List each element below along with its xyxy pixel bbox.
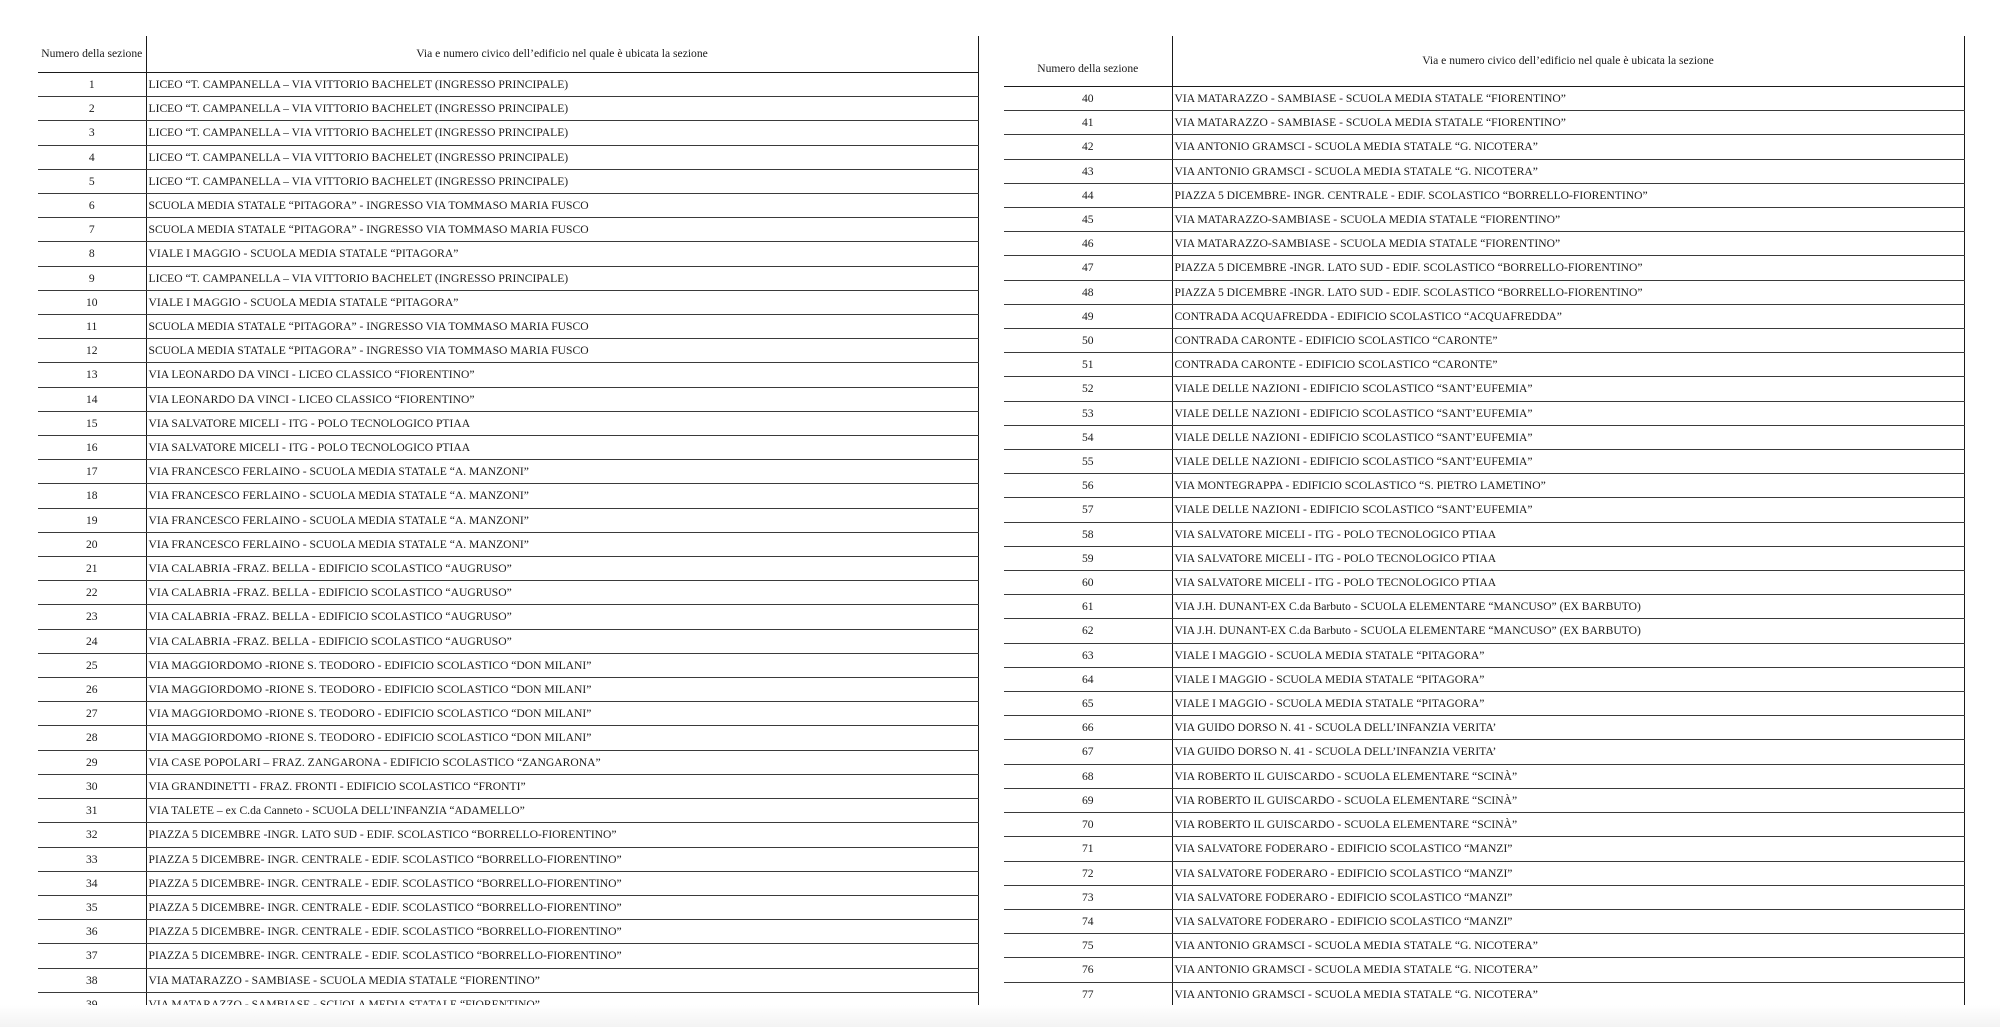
address-cell: VIA FRANCESCO FERLAINO - SCUOLA MEDIA STATALE “A. MANZONI” [146, 508, 978, 532]
table-row [38, 581, 978, 605]
section-number-cell: 74 [1004, 909, 1172, 933]
section-number-cell: 41 [1004, 111, 1172, 135]
section-number-cell: 11 [38, 315, 146, 339]
table-row [1004, 595, 1964, 619]
address-cell: VIA SALVATORE MICELI - ITG - POLO TECNOLOGICO PTIAA [146, 411, 978, 435]
left-sections-table [38, 36, 979, 1017]
section-number-header: Numero della sezione [38, 36, 146, 73]
table-row [38, 799, 978, 823]
table-row [38, 726, 978, 750]
section-number-cell: 44 [1004, 183, 1172, 207]
section-number-cell: 20 [38, 532, 146, 556]
address-cell: VIA GUIDO DORSO N. 41 - SCUOLA DELL’INFANZIA VERITA’ [1172, 740, 1964, 764]
section-number-cell: 63 [1004, 643, 1172, 667]
address-cell: VIA SALVATORE FODERARO - EDIFICIO SCOLASTICO “MANZI” [1172, 885, 1964, 909]
address-cell: CONTRADA ACQUAFREDDA - EDIFICIO SCOLASTICO “ACQUAFREDDA” [1172, 304, 1964, 328]
section-number-cell: 2 [38, 97, 146, 121]
address-cell: VIA J.H. DUNANT-EX C.da Barbuto - SCUOLA ELEMENTARE “MANCUSO” (EX BARBUTO) [1172, 595, 1964, 619]
table-row [38, 73, 978, 97]
table-row [38, 944, 978, 968]
section-number-cell: 8 [38, 242, 146, 266]
address-cell: LICEO “T. CAMPANELLA – VIA VITTORIO BACHELET (INGRESSO PRINCIPALE) [146, 121, 978, 145]
address-cell: PIAZZA 5 DICEMBRE -INGR. LATO SUD - EDIF. SCOLASTICO “BORRELLO-FIORENTINO” [1172, 256, 1964, 280]
section-number-cell: 7 [38, 218, 146, 242]
table-row [1004, 667, 1964, 691]
table-row [38, 508, 978, 532]
address-cell: VIA SALVATORE FODERARO - EDIFICIO SCOLASTICO “MANZI” [1172, 861, 1964, 885]
section-number-cell: 66 [1004, 716, 1172, 740]
section-number-cell: 12 [38, 339, 146, 363]
section-number-cell: 45 [1004, 208, 1172, 232]
table-row [1004, 958, 1964, 982]
table-row [1004, 208, 1964, 232]
table-row [1004, 135, 1964, 159]
address-cell: PIAZZA 5 DICEMBRE- INGR. CENTRALE - EDIF. SCOLASTICO “BORRELLO-FIORENTINO” [146, 847, 978, 871]
section-number-cell: 71 [1004, 837, 1172, 861]
section-number-cell: 65 [1004, 692, 1172, 716]
table-row [1004, 740, 1964, 764]
address-cell: VIA MATARAZZO-SAMBIASE - SCUOLA MEDIA STATALE “FIORENTINO” [1172, 232, 1964, 256]
address-cell: VIA MATARAZZO - SAMBIASE - SCUOLA MEDIA STATALE “FIORENTINO” [146, 968, 978, 992]
table-row [1004, 788, 1964, 812]
table-row [1004, 450, 1964, 474]
address-cell: VIA MAGGIORDOMO -RIONE S. TEODORO - EDIFICIO SCOLASTICO “DON MILANI” [146, 702, 978, 726]
right-table-body [1004, 87, 1964, 1027]
address-cell: VIA LEONARDO DA VINCI - LICEO CLASSICO “FIORENTINO” [146, 387, 978, 411]
section-number-cell: 32 [38, 823, 146, 847]
address-cell: VIA GUIDO DORSO N. 41 - SCUOLA DELL’INFANZIA VERITA’ [1172, 716, 1964, 740]
address-cell: VIA ROBERTO IL GUISCARDO - SCUOLA ELEMENTARE “SCINÀ” [1172, 788, 1964, 812]
section-number-cell: 60 [1004, 571, 1172, 595]
address-cell: SCUOLA MEDIA STATALE “PITAGORA” - INGRESSO VIA TOMMASO MARIA FUSCO [146, 218, 978, 242]
table-row [38, 702, 978, 726]
address-cell: VIA CASE POPOLARI – FRAZ. ZANGARONA - EDIFICIO SCOLASTICO “ZANGARONA” [146, 750, 978, 774]
address-cell: VIA CALABRIA -FRAZ. BELLA - EDIFICIO SCOLASTICO “AUGRUSO” [146, 581, 978, 605]
section-number-cell: 64 [1004, 667, 1172, 691]
section-number-cell: 6 [38, 194, 146, 218]
address-cell: VIA FRANCESCO FERLAINO - SCUOLA MEDIA STATALE “A. MANZONI” [146, 460, 978, 484]
table-row [38, 363, 978, 387]
section-number-cell: 47 [1004, 256, 1172, 280]
table-row [1004, 861, 1964, 885]
table-row [38, 169, 978, 193]
address-cell: VIALE DELLE NAZIONI - EDIFICIO SCOLASTICO “SANT’EUFEMIA” [1172, 450, 1964, 474]
table-row [1004, 643, 1964, 667]
section-number-cell: 69 [1004, 788, 1172, 812]
address-cell: LICEO “T. CAMPANELLA – VIA VITTORIO BACHELET (INGRESSO PRINCIPALE) [146, 73, 978, 97]
section-number-cell: 56 [1004, 474, 1172, 498]
address-cell: PIAZZA 5 DICEMBRE- INGR. CENTRALE - EDIF. SCOLASTICO “BORRELLO-FIORENTINO” [146, 920, 978, 944]
address-cell: VIA ANTONIO GRAMSCI - SCUOLA MEDIA STATALE “G. NICOTERA” [1172, 135, 1964, 159]
table-row [1004, 522, 1964, 546]
table-row [38, 315, 978, 339]
address-cell: VIA SALVATORE MICELI - ITG - POLO TECNOLOGICO PTIAA [1172, 546, 1964, 570]
section-number-cell: 25 [38, 653, 146, 677]
address-cell: VIA ROBERTO IL GUISCARDO - SCUOLA ELEMENTARE “SCINÀ” [1172, 764, 1964, 788]
address-cell: VIA CALABRIA -FRAZ. BELLA - EDIFICIO SCOLASTICO “AUGRUSO” [146, 629, 978, 653]
address-cell: LICEO “T. CAMPANELLA – VIA VITTORIO BACHELET (INGRESSO PRINCIPALE) [146, 97, 978, 121]
section-number-cell: 50 [1004, 329, 1172, 353]
address-cell: VIALE DELLE NAZIONI - EDIFICIO SCOLASTICO “SANT’EUFEMIA” [1172, 401, 1964, 425]
table-row [1004, 280, 1964, 304]
address-cell: VIALE I MAGGIO - SCUOLA MEDIA STATALE “PITAGORA” [1172, 692, 1964, 716]
table-row [38, 629, 978, 653]
section-number-cell: 68 [1004, 764, 1172, 788]
section-number-cell: 24 [38, 629, 146, 653]
section-number-cell: 14 [38, 387, 146, 411]
section-number-cell: 9 [38, 266, 146, 290]
table-row [38, 121, 978, 145]
table-row [1004, 353, 1964, 377]
address-cell: VIA J.H. DUNANT-EX C.da Barbuto - SCUOLA ELEMENTARE “MANCUSO” (EX BARBUTO) [1172, 619, 1964, 643]
section-number-cell: 28 [38, 726, 146, 750]
table-row [1004, 256, 1964, 280]
left-table-body [38, 73, 978, 1017]
section-number-cell: 18 [38, 484, 146, 508]
section-number-cell: 53 [1004, 401, 1172, 425]
address-cell: VIA CALABRIA -FRAZ. BELLA - EDIFICIO SCOLASTICO “AUGRUSO” [146, 557, 978, 581]
section-number-cell: 33 [38, 847, 146, 871]
section-number-header: Numero della sezione [1004, 36, 1172, 87]
section-number-cell: 42 [1004, 135, 1172, 159]
table-row [1004, 401, 1964, 425]
address-cell: VIA TALETE – ex C.da Canneto - SCUOLA DELL’INFANZIA “ADAMELLO” [146, 799, 978, 823]
address-cell: SCUOLA MEDIA STATALE “PITAGORA” - INGRESSO VIA TOMMASO MARIA FUSCO [146, 194, 978, 218]
table-row [38, 484, 978, 508]
section-number-cell: 62 [1004, 619, 1172, 643]
table-row [38, 194, 978, 218]
table-row [1004, 87, 1964, 111]
address-cell: LICEO “T. CAMPANELLA – VIA VITTORIO BACHELET (INGRESSO PRINCIPALE) [146, 169, 978, 193]
table-row [1004, 474, 1964, 498]
address-cell: VIALE DELLE NAZIONI - EDIFICIO SCOLASTICO “SANT’EUFEMIA” [1172, 498, 1964, 522]
address-cell: VIALE DELLE NAZIONI - EDIFICIO SCOLASTICO “SANT’EUFEMIA” [1172, 377, 1964, 401]
table-row [1004, 498, 1964, 522]
table-row [38, 774, 978, 798]
address-cell: LICEO “T. CAMPANELLA – VIA VITTORIO BACHELET (INGRESSO PRINCIPALE) [146, 266, 978, 290]
address-cell: VIA FRANCESCO FERLAINO - SCUOLA MEDIA STATALE “A. MANZONI” [146, 532, 978, 556]
table-row [38, 968, 978, 992]
section-number-cell: 37 [38, 944, 146, 968]
address-cell: SCUOLA MEDIA STATALE “PITAGORA” - INGRESSO VIA TOMMASO MARIA FUSCO [146, 315, 978, 339]
table-row [1004, 304, 1964, 328]
section-number-cell: 70 [1004, 813, 1172, 837]
section-number-cell: 23 [38, 605, 146, 629]
address-cell: PIAZZA 5 DICEMBRE -INGR. LATO SUD - EDIF. SCOLASTICO “BORRELLO-FIORENTINO” [1172, 280, 1964, 304]
table-row [1004, 982, 1964, 1006]
section-number-cell: 36 [38, 920, 146, 944]
address-cell: VIA MONTEGRAPPA - EDIFICIO SCOLASTICO “S. PIETRO LAMETINO” [1172, 474, 1964, 498]
table-row [38, 823, 978, 847]
section-number-cell: 75 [1004, 934, 1172, 958]
address-cell: VIA SALVATORE FODERARO - EDIFICIO SCOLASTICO “MANZI” [1172, 909, 1964, 933]
address-cell: VIA ANTONIO GRAMSCI - SCUOLA MEDIA STATALE “G. NICOTERA” [1172, 958, 1964, 982]
section-number-cell: 10 [38, 290, 146, 314]
section-number-cell: 51 [1004, 353, 1172, 377]
address-cell: LICEO “T. CAMPANELLA – VIA VITTORIO BACHELET (INGRESSO PRINCIPALE) [146, 145, 978, 169]
table-row [38, 145, 978, 169]
table-row [1004, 329, 1964, 353]
address-cell: VIA MATARAZZO - SAMBIASE - SCUOLA MEDIA STATALE “FIORENTINO” [1172, 111, 1964, 135]
address-header: Via e numero civico dell’edificio nel quale è ubicata la sezione [146, 36, 978, 73]
section-number-cell: 58 [1004, 522, 1172, 546]
section-number-cell: 52 [1004, 377, 1172, 401]
table-row [1004, 885, 1964, 909]
table-row [1004, 571, 1964, 595]
section-number-cell: 54 [1004, 425, 1172, 449]
section-number-cell: 15 [38, 411, 146, 435]
address-cell: VIA ROBERTO IL GUISCARDO - SCUOLA ELEMENTARE “SCINÀ” [1172, 813, 1964, 837]
address-cell: SCUOLA MEDIA STATALE “PITAGORA” - INGRESSO VIA TOMMASO MARIA FUSCO [146, 339, 978, 363]
address-cell: CONTRADA CARONTE - EDIFICIO SCOLASTICO “CARONTE” [1172, 353, 1964, 377]
table-row [38, 678, 978, 702]
section-number-cell: 38 [38, 968, 146, 992]
section-number-cell: 49 [1004, 304, 1172, 328]
section-number-cell: 59 [1004, 546, 1172, 570]
table-header-row [1004, 36, 1964, 87]
address-cell: VIA FRANCESCO FERLAINO - SCUOLA MEDIA STATALE “A. MANZONI” [146, 484, 978, 508]
right-sections-table [1004, 36, 1965, 1027]
table-row [1004, 692, 1964, 716]
section-number-cell: 17 [38, 460, 146, 484]
table-row [38, 895, 978, 919]
section-number-cell: 76 [1004, 958, 1172, 982]
section-number-cell: 67 [1004, 740, 1172, 764]
section-number-cell: 3 [38, 121, 146, 145]
section-number-cell: 13 [38, 363, 146, 387]
section-number-cell: 29 [38, 750, 146, 774]
section-number-cell: 27 [38, 702, 146, 726]
section-number-cell: 16 [38, 436, 146, 460]
address-cell: VIALE I MAGGIO - SCUOLA MEDIA STATALE “PITAGORA” [1172, 643, 1964, 667]
table-row [38, 387, 978, 411]
table-row [38, 653, 978, 677]
table-row [38, 750, 978, 774]
address-cell: PIAZZA 5 DICEMBRE -INGR. LATO SUD - EDIF. SCOLASTICO “BORRELLO-FIORENTINO” [146, 823, 978, 847]
section-number-cell: 61 [1004, 595, 1172, 619]
address-cell: VIA MAGGIORDOMO -RIONE S. TEODORO - EDIFICIO SCOLASTICO “DON MILANI” [146, 726, 978, 750]
table-row [38, 218, 978, 242]
table-row [1004, 716, 1964, 740]
address-cell: VIALE I MAGGIO - SCUOLA MEDIA STATALE “PITAGORA” [146, 290, 978, 314]
table-row [1004, 837, 1964, 861]
table-row [1004, 546, 1964, 570]
section-number-cell: 73 [1004, 885, 1172, 909]
section-number-cell: 22 [38, 581, 146, 605]
table-row [38, 605, 978, 629]
table-header-row [38, 36, 978, 73]
section-number-cell: 35 [38, 895, 146, 919]
section-number-cell: 46 [1004, 232, 1172, 256]
address-cell: VIA SALVATORE MICELI - ITG - POLO TECNOLOGICO PTIAA [1172, 522, 1964, 546]
table-row [38, 436, 978, 460]
table-row [38, 242, 978, 266]
table-row [1004, 377, 1964, 401]
table-row [38, 290, 978, 314]
table-row [1004, 425, 1964, 449]
address-cell: PIAZZA 5 DICEMBRE- INGR. CENTRALE - EDIF. SCOLASTICO “BORRELLO-FIORENTINO” [1172, 183, 1964, 207]
table-row [38, 532, 978, 556]
section-number-cell: 30 [38, 774, 146, 798]
address-cell: VIA GRANDINETTI - FRAZ. FRONTI - EDIFICIO SCOLASTICO “FRONTI” [146, 774, 978, 798]
table-row [38, 339, 978, 363]
address-cell: VIALE I MAGGIO - SCUOLA MEDIA STATALE “PITAGORA” [146, 242, 978, 266]
address-cell: VIA SALVATORE MICELI - ITG - POLO TECNOLOGICO PTIAA [146, 436, 978, 460]
table-row [1004, 232, 1964, 256]
table-row [38, 871, 978, 895]
section-number-cell: 55 [1004, 450, 1172, 474]
section-number-cell: 48 [1004, 280, 1172, 304]
table-row [38, 847, 978, 871]
address-cell: VIA MAGGIORDOMO -RIONE S. TEODORO - EDIFICIO SCOLASTICO “DON MILANI” [146, 653, 978, 677]
address-cell: PIAZZA 5 DICEMBRE- INGR. CENTRALE - EDIF. SCOLASTICO “BORRELLO-FIORENTINO” [146, 895, 978, 919]
address-cell: CONTRADA CARONTE - EDIFICIO SCOLASTICO “CARONTE” [1172, 329, 1964, 353]
table-row [38, 920, 978, 944]
address-header: Via e numero civico dell’edificio nel quale è ubicata la sezione [1172, 36, 1964, 87]
section-number-cell: 40 [1004, 87, 1172, 111]
address-cell: PIAZZA 5 DICEMBRE- INGR. CENTRALE - EDIF. SCOLASTICO “BORRELLO-FIORENTINO” [146, 871, 978, 895]
address-cell: VIA MAGGIORDOMO -RIONE S. TEODORO - EDIFICIO SCOLASTICO “DON MILANI” [146, 678, 978, 702]
section-number-cell: 34 [38, 871, 146, 895]
address-cell: VIA MATARAZZO-SAMBIASE - SCUOLA MEDIA STATALE “FIORENTINO” [1172, 208, 1964, 232]
address-cell: PIAZZA 5 DICEMBRE- INGR. CENTRALE - EDIF. SCOLASTICO “BORRELLO-FIORENTINO” [146, 944, 978, 968]
table-row [38, 460, 978, 484]
table-row [1004, 813, 1964, 837]
table-row [1004, 909, 1964, 933]
table-row [1004, 183, 1964, 207]
table-row [38, 266, 978, 290]
address-cell: VIA SALVATORE MICELI - ITG - POLO TECNOLOGICO PTIAA [1172, 571, 1964, 595]
section-number-cell: 57 [1004, 498, 1172, 522]
section-number-cell: 4 [38, 145, 146, 169]
page-bottom-edge [0, 1005, 2000, 1027]
address-cell: VIA LEONARDO DA VINCI - LICEO CLASSICO “FIORENTINO” [146, 363, 978, 387]
address-cell: VIA MATARAZZO - SAMBIASE - SCUOLA MEDIA STATALE “FIORENTINO” [1172, 87, 1964, 111]
address-cell: VIA ANTONIO GRAMSCI - SCUOLA MEDIA STATALE “G. NICOTERA” [1172, 159, 1964, 183]
table-row [1004, 159, 1964, 183]
table-row [1004, 111, 1964, 135]
table-row [1004, 619, 1964, 643]
table-row [38, 97, 978, 121]
section-number-cell: 21 [38, 557, 146, 581]
table-row [38, 411, 978, 435]
section-number-cell: 5 [38, 169, 146, 193]
address-cell: VIA ANTONIO GRAMSCI - SCUOLA MEDIA STATALE “G. NICOTERA” [1172, 934, 1964, 958]
section-number-cell: 77 [1004, 982, 1172, 1006]
address-cell: VIA ANTONIO GRAMSCI - SCUOLA MEDIA STATALE “G. NICOTERA” [1172, 982, 1964, 1006]
section-number-cell: 26 [38, 678, 146, 702]
table-row [1004, 934, 1964, 958]
section-number-cell: 43 [1004, 159, 1172, 183]
section-number-cell: 31 [38, 799, 146, 823]
section-number-cell: 72 [1004, 861, 1172, 885]
address-cell: VIALE I MAGGIO - SCUOLA MEDIA STATALE “PITAGORA” [1172, 667, 1964, 691]
address-cell: VIALE DELLE NAZIONI - EDIFICIO SCOLASTICO “SANT’EUFEMIA” [1172, 425, 1964, 449]
section-number-cell: 19 [38, 508, 146, 532]
address-cell: VIA SALVATORE FODERARO - EDIFICIO SCOLASTICO “MANZI” [1172, 837, 1964, 861]
section-number-cell: 1 [38, 73, 146, 97]
table-row [1004, 764, 1964, 788]
address-cell: VIA CALABRIA -FRAZ. BELLA - EDIFICIO SCOLASTICO “AUGRUSO” [146, 605, 978, 629]
table-row [38, 557, 978, 581]
